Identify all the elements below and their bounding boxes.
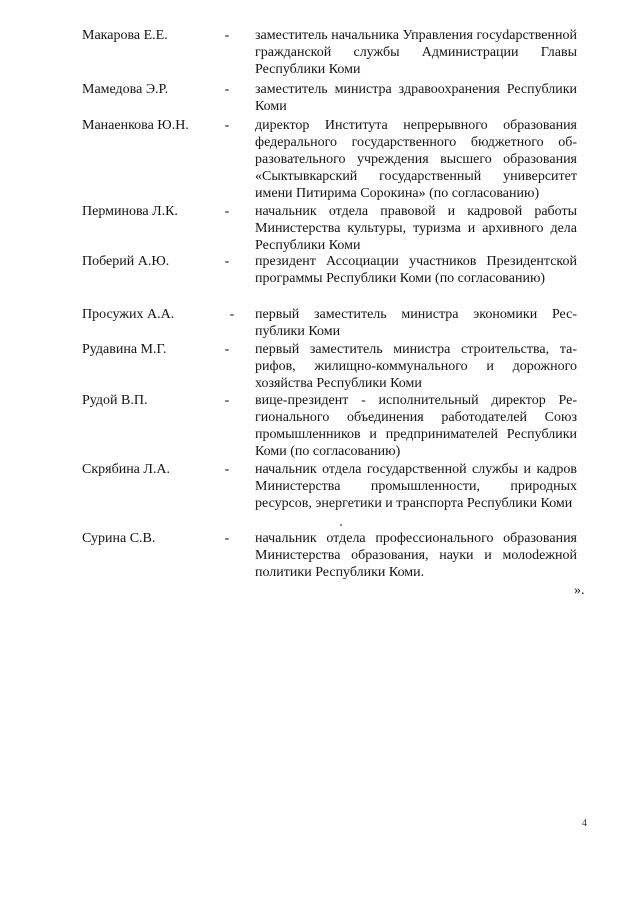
separator-dash: - xyxy=(224,118,230,133)
member-name: Просужих А.А. xyxy=(82,307,175,322)
separator-dash: - xyxy=(224,28,230,43)
separator-dash: - xyxy=(224,82,230,97)
member-position: вице-президент - исполнительный директор Регионального объединения работодателей Союз промышленников и предпринимателей Республики Коми (по согласованию) xyxy=(255,393,577,459)
member-name: Рудавина М.Г. xyxy=(82,342,167,357)
member-name: Рудой В.П. xyxy=(82,393,148,408)
member-name: Мамедова Э.Р. xyxy=(82,82,169,97)
member-position: заместитель министра здравоохранения Республики Коми xyxy=(255,82,577,114)
member-name: Сурина С.В. xyxy=(82,531,156,546)
separator-dash: - xyxy=(224,531,230,546)
scan-speck xyxy=(340,524,342,526)
member-position: заместитель начальника Управления госуdарственной гражданской службы Администрации Главы Республики Коми xyxy=(255,28,577,77)
separator-dash: - xyxy=(224,204,230,219)
member-position: начальник отдела профессионального образования Министерства образования, науки и молоdежной политики Республики Коми. xyxy=(255,531,577,580)
member-position: президент Ассоциации участников Президентской программы Республики Коми (по согласованию) xyxy=(255,254,577,286)
separator-dash: - xyxy=(224,393,230,408)
member-name: Скрябина Л.А. xyxy=(82,462,171,477)
page-number: 4 xyxy=(582,818,587,829)
separator-dash: - xyxy=(224,462,230,477)
member-position: директор Института непрерывного образования федерального государственного бюджетного образовательного учреждения высшего образования «Сыктывкарский государственный университет имени Питирима Сорокина» (по согласованию) xyxy=(255,118,577,201)
member-position: первый заместитель министра экономики Республики Коми xyxy=(255,307,577,339)
separator-dash: - xyxy=(224,342,230,357)
member-name: Макарова Е.Е. xyxy=(82,28,168,43)
member-position: первый заместитель министра строительства, тарифов, жилищно-коммунального и дорожного хозяйства Республики Коми xyxy=(255,342,577,391)
member-position: начальник отдела государственной службы и кадров Министерства промышленности, природных ресурсов, энергетики и транспорта Республики Коми xyxy=(255,462,577,511)
separator-dash: - xyxy=(224,254,230,269)
separator-dash: - xyxy=(229,307,235,322)
member-name: Поберий А.Ю. xyxy=(82,254,170,269)
member-name: Манаенкова Ю.Н. xyxy=(82,118,189,133)
member-name: Перминова Л.К. xyxy=(82,204,178,219)
closing-quote: ». xyxy=(574,583,585,598)
member-position: начальник отдела правовой и кадровой работы Министерства культуры, туризма и архивного дела Республики Коми xyxy=(255,204,577,253)
